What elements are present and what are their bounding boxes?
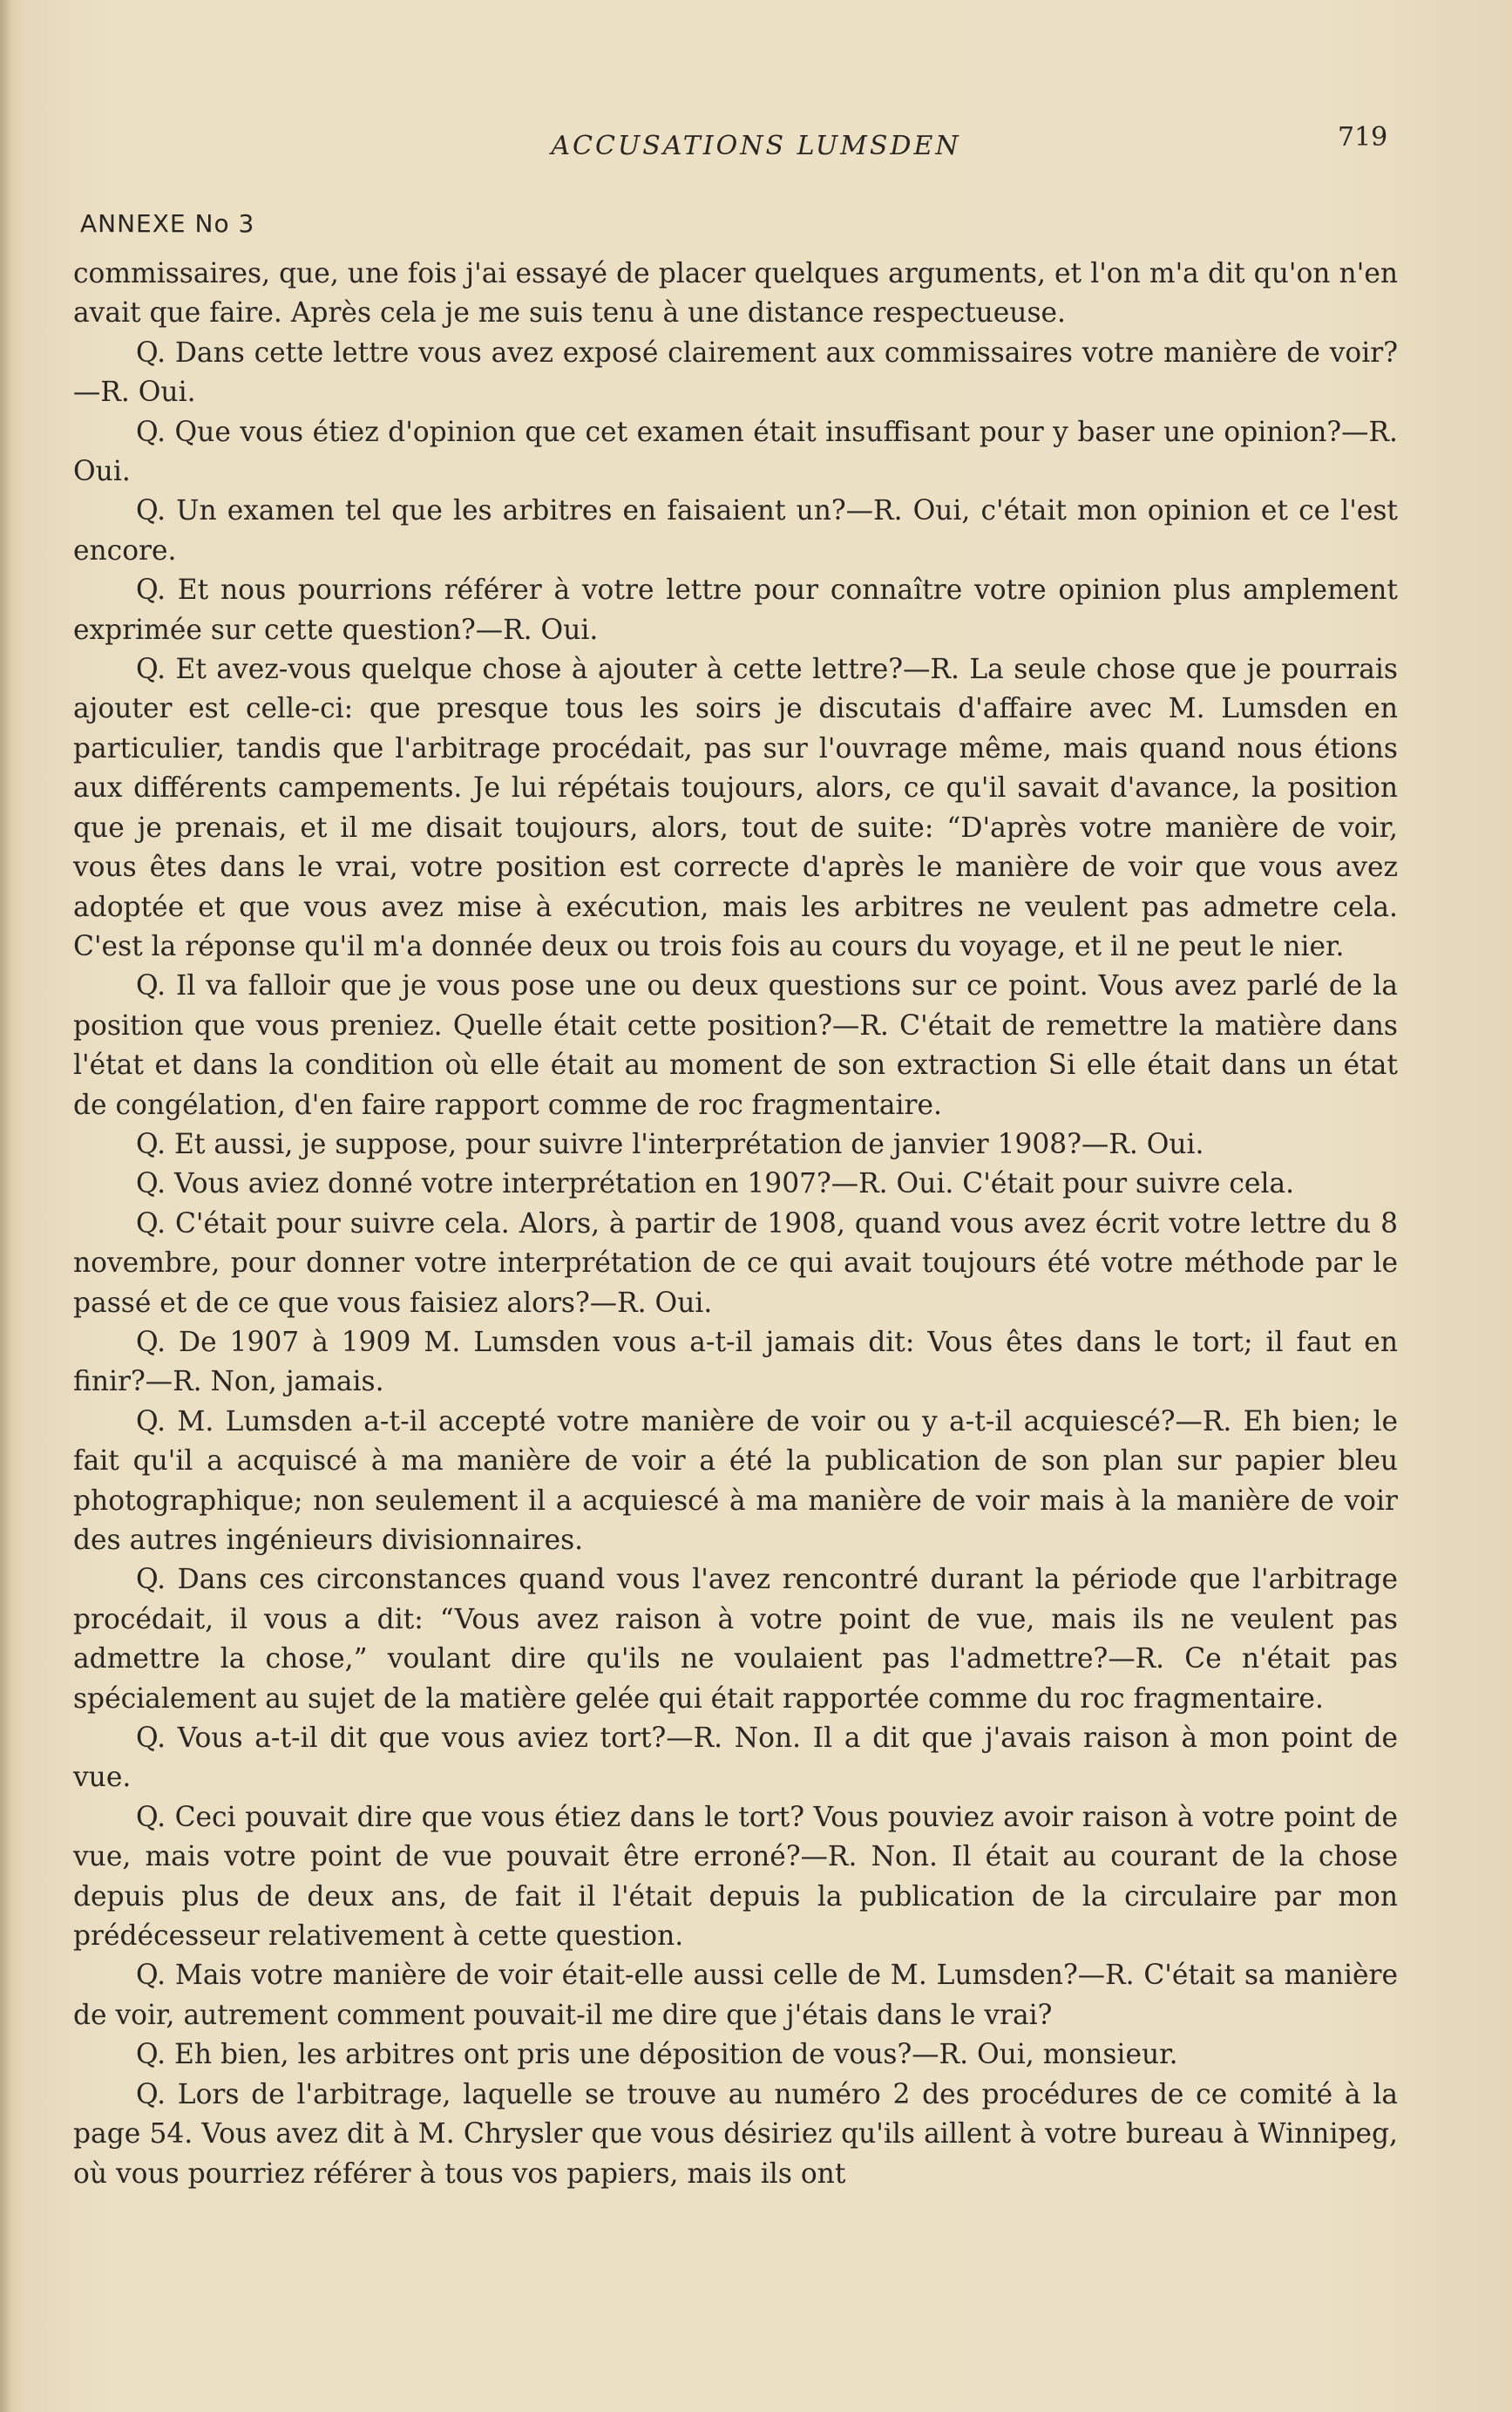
paragraph: Q. Dans cette lettre vous avez exposé clairement aux commissaires votre manière de voir?—R. Oui. [73,336,1398,409]
body-text [73,255,1398,2194]
page-number: 719 [1338,122,1388,153]
paragraph: Q. Lors de l'arbitrage, laquelle se trouve au numéro 2 des procédures de ce comité à la page 54. Vous avez dit à M. Chrysler que vous désiriez qu'ils aillent à votre bureau à Winnipeg, où vous pourriez référer à tous vos papiers, mais ils ont [73,2078,1398,2190]
paragraph: Q. Vous a-t-il dit que vous aviez tort?—R. Non. Il a dit que j'avais raison à mon point de vue. [73,1722,1398,1794]
paragraph: Q. Que vous étiez d'opinion que cet examen était insuffisant pour y baser une opinion?—R. Oui. [73,416,1398,488]
paragraph: Q. Et aussi, je suppose, pour suivre l'interprétation de janvier 1908?—R. Oui. [136,1128,1204,1160]
paragraph: Q. Et avez-vous quelque chose à ajouter à cette lettre?—R. La seule chose que je pourrais ajouter est celle-ci: que presque tous les soirs je discutais d'affaire avec M. Lumsden en particulier, tandis que l'arbitrage procédait, pas sur l'ouvrage même, mais quand nous étions aux différents campements. Je lui répétais toujours, alors, ce qu'il savait d'avance, la position que je prenais, et il me disait toujours, alors, tout de suite: “D'après votre manière de voir, vous êtes dans le vrai, votre position est correcte d'après le manière de voir que vous avez adoptée et que vous avez mise à exécution, mais les arbitres ne veulent pas admetre cela. C'est la réponse qu'il m'a donnée deux ou trois fois au cours du voyage, et il ne peut le nier. [73,654,1398,962]
annex-label: ANNEXE No 3 [80,209,255,238]
paragraph: Q. C'était pour suivre cela. Alors, à partir de 1908, quand vous avez écrit votre lettre du 8 novembre, pour donner votre interprétation de ce qui avait toujours été votre méthode par le passé et de ce que vous faisiez alors?—R. Oui. [73,1207,1398,1319]
paragraph: Q. De 1907 à 1909 M. Lumsden vous a-t-il jamais dit: Vous êtes dans le tort; il faut en finir?—R. Non, jamais. [73,1326,1398,1398]
paragraph: Q. Eh bien, les arbitres ont pris une déposition de vous?—R. Oui, monsieur. [136,2039,1178,2071]
paragraph: Q. Dans ces circonstances quand vous l'avez rencontré durant la période que l'arbitrage procédait, il vous a dit: “Vous avez raison à votre point de vue, mais ils ne veulent pas admettre la chose,” voulant dire qu'ils ne voulaient pas l'admettre?—R. Ce n'était pas spécialement au sujet de la matière gelée qui était rapportée comme du roc fragmentaire. [73,1564,1398,1715]
paragraph: Q. Mais votre manière de voir était-elle aussi celle de M. Lumsden?—R. C'était sa manière de voir, autrement comment pouvait-il me dire que j'étais dans le vrai? [73,1960,1398,2031]
paragraph: commissaires, que, une fois j'ai essayé de placer quelques arguments, et l'on m'a dit qu'on n'en avait que faire. Après cela je me suis tenu à une distance respectueuse. [73,258,1398,330]
page-edge-shadow [0,0,12,2412]
paragraph: Q. Ceci pouvait dire que vous étiez dans le tort? Vous pouviez avoir raison à votre point de vue, mais votre point de vue pouvait être erroné?—R. Non. Il était au courant de la chose depuis plus de deux ans, de fait il l'était depuis la publication de la circulaire par mon prédécesseur relativement à cette question. [73,1801,1398,1953]
paragraph: Q. Un examen tel que les arbitres en faisaient un?—R. Oui, c'était mon opinion et ce l'est encore. [73,495,1398,567]
paragraph: Q. Et nous pourrions référer à votre lettre pour connaître votre opinion plus amplement exprimée sur cette question?—R. Oui. [73,574,1398,646]
paragraph: Q. Il va falloir que je vous pose une ou deux questions sur ce point. Vous avez parlé de la position que vous preniez. Quelle était cette position?—R. C'était de remettre la matière dans l'état et dans la condition où elle était au moment de son extraction Si elle était dans un état de congélation, d'en faire rapport comme de roc fragmentaire. [73,970,1398,1121]
paragraph: Q. Vous aviez donné votre interprétation en 1907?—R. Oui. C'était pour suivre cela. [136,1168,1295,1200]
paragraph: Q. M. Lumsden a-t-il accepté votre manière de voir ou y a-t-il acquiescé?—R. Eh bien; le fait qu'il a acquiscé à ma manière de voir a été la publication de son plan sur papier bleu photographique; non seulement il a acquiescé à ma manière de voir mais à la manière de voir des autres ingénieurs divisionnaires. [73,1405,1398,1556]
running-title: ACCUSATIONS LUMSDEN [551,131,961,161]
